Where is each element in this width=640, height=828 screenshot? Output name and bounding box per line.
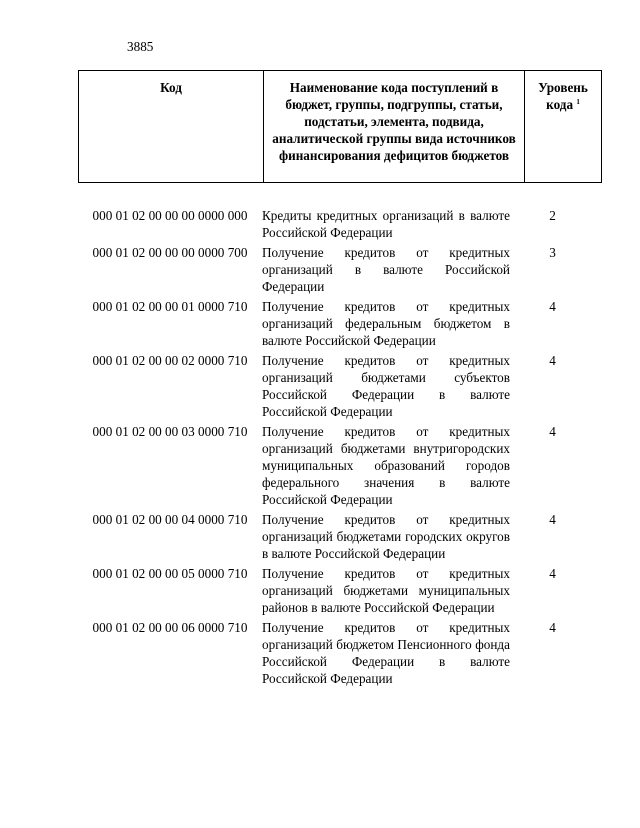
row-name: Получение кредитов от кредитных организаций бюджетами городских округов в валюте Российской Федерации [262,512,510,561]
row-name: Получение кредитов от кредитных организаций в валюте Российской Федерации [262,245,510,294]
header-level [525,71,602,183]
row-level: 4 [549,566,556,581]
row-code: 000 01 02 00 00 06 0000 710 [92,620,248,635]
table-body [78,207,595,690]
row-name: Получение кредитов от кредитных организаций бюджетами муниципальных районов в валюте Российской Федерации [262,566,510,615]
row-name: Получение кредитов от кредитных организаций бюджетами субъектов Российской Федерации в валюте Российской Федерации [262,353,510,419]
table-row [78,207,595,241]
page-number: 3885 [127,39,154,54]
row-code: 000 01 02 00 00 00 0000 700 [92,245,248,260]
row-level: 4 [549,424,556,439]
header-code: Код [79,71,264,183]
row-code: 000 01 02 00 00 01 0000 710 [92,299,248,314]
table-header [78,70,602,183]
row-code: 000 01 02 00 00 00 0000 000 [92,208,248,223]
table-row [78,511,595,562]
row-level: 3 [549,245,556,260]
row-name: Получение кредитов от кредитных организаций бюджетом Пенсионного фонда Российской Федерации в валюте Российской Федерации [262,620,510,686]
table-row [78,244,595,295]
row-name: Кредиты кредитных организаций в валюте Российской Федерации [262,208,510,240]
row-level: 4 [549,299,556,314]
header-level-footnote: 1 [576,98,580,106]
row-level: 4 [549,620,556,635]
header-name: Наименование кода поступлений в бюджет, группы, подгруппы, статьи, подстатьи, элемента, подвида, аналитической группы вида источников финансирования дефицитов бюджетов [264,71,525,183]
table-row [78,619,595,687]
header-level-label: Уровень кода [538,80,588,112]
table-row [78,298,595,349]
table-row [78,423,595,508]
row-code: 000 01 02 00 00 02 0000 710 [92,353,248,368]
row-level: 2 [549,208,556,223]
row-code: 000 01 02 00 00 05 0000 710 [92,566,248,581]
table-row [78,565,595,616]
row-name: Получение кредитов от кредитных организаций бюджетами внутригородских муниципальных образований городов федерального значения в валюте Российской Федерации [262,424,510,507]
row-name: Получение кредитов от кредитных организаций федеральным бюджетом в валюте Российской Федерации [262,299,510,348]
row-level: 4 [549,512,556,527]
row-code: 000 01 02 00 00 03 0000 710 [92,424,248,439]
row-code: 000 01 02 00 00 04 0000 710 [92,512,248,527]
row-level: 4 [549,353,556,368]
table-row [78,352,595,420]
